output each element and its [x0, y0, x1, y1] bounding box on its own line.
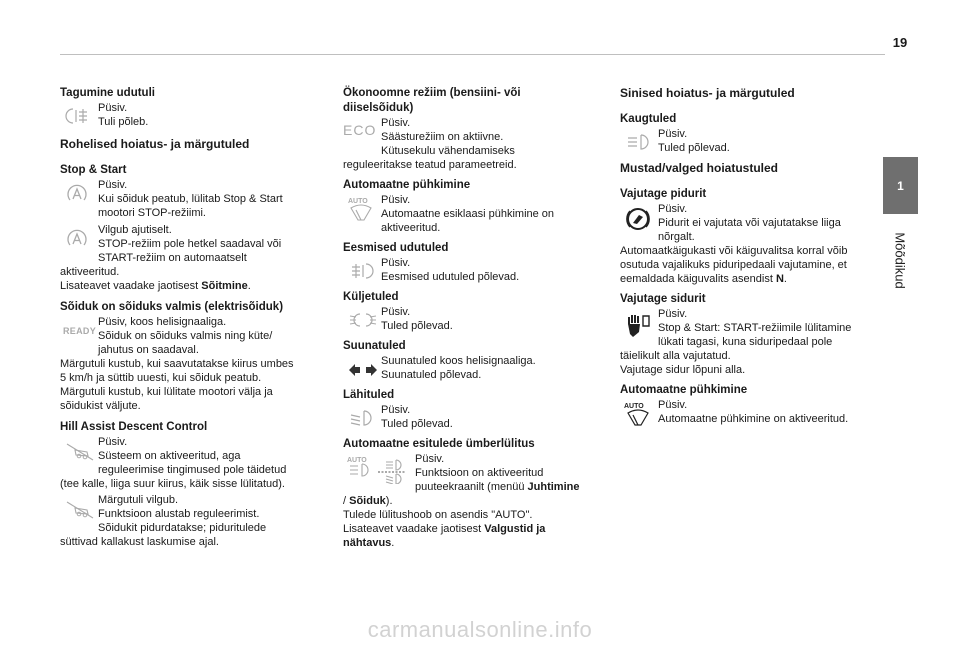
auto-high-beam-icon: AUTO	[343, 454, 415, 484]
press-brake-entry: Püsiv. Pidurit ei vajutata või vajutatakse liiga nõrgalt. Automaatkäigukasti või käiguvalitsa korral võib osutuda vajalikuks piduripedaali vajutamine, et eemaldada käiguvalits asendist N.	[620, 203, 848, 285]
page-number: 19	[892, 35, 908, 50]
eco-icon: ECO	[343, 122, 377, 138]
turn-signals-heading: Suunatuled	[343, 340, 406, 352]
watermark: carmanualsonline.info	[367, 617, 593, 642]
hill-assist-entry: Püsiv. Süsteem on aktiveeritud, aga reguleerimise tingimused pole täidetud (tee kalle, liiga suur kiirus, käik sisse lülitatud).	[60, 436, 287, 490]
auto-wiper-icon: AUTO	[343, 195, 381, 222]
turn-signals-entry: Suunatuled koos helisignaaliga. Suunatuled põlevad.	[343, 354, 583, 382]
blue-lights-heading: Sinised hoiatus- ja märgutuled	[620, 86, 795, 100]
auto-wipe-entry: AUTO Püsiv. Automaatne esiklaasi pühkimine on aktiveeritud.	[343, 193, 583, 235]
press-brake-heading: Vajutage pidurit	[620, 188, 707, 200]
auto-beam-heading: Automaatne esitulede ümberlülitus	[343, 438, 535, 450]
stop-start-heading: Stop & Start	[60, 164, 127, 176]
chapter-tab[interactable]: 1	[883, 157, 918, 214]
side-lights-entry: Püsiv. Tuled põlevad.	[343, 305, 583, 333]
link-driving[interactable]: Sõitmine	[201, 280, 248, 292]
bw-lights-heading: Mustad/valged hoiatustuled	[620, 161, 779, 175]
hill-assist-flashing-entry: Märgutuli vilgub. Funktsioon alustab reguleerimist. Sõidukit pidurdatakse; piduritulede süttivad kallakust laskumise ajal.	[60, 494, 267, 548]
eco-heading: Ökonoomne režiim (bensiini- või diiselsõiduk)	[343, 87, 521, 114]
chapter-label: Mõõdikud	[892, 231, 908, 289]
rear-fog-light-icon	[60, 103, 98, 130]
header-rule	[60, 54, 885, 55]
rear-fog-heading: Tagumine udutuli	[60, 87, 155, 99]
hill-descent-icon	[60, 437, 98, 464]
dipped-beam-icon	[343, 405, 381, 432]
front-fog-entry: Püsiv. Eesmised udutuled põlevad.	[343, 256, 583, 284]
ready-icon: READY	[63, 326, 97, 336]
main-beam-icon	[620, 129, 658, 156]
auto-wipe-heading-2: Automaatne pühkimine	[620, 384, 748, 396]
brake-pedal-icon	[620, 204, 658, 231]
stop-start-off-icon	[60, 225, 98, 252]
side-lights-icon	[343, 307, 381, 334]
main-beam-heading: Kaugtuled	[620, 113, 677, 125]
main-beam-entry: Püsiv. Tuled põlevad.	[620, 127, 860, 155]
auto-beam-entry: AUTO Püsiv. Funktsioon on aktiveeritud puuteekraanilt (menüü Juhtimine / Sõiduk). Tulede lülitushoob on asendis "AUTO". Lisateavet vaadake jaotisest Valgustid ja nähtavus.	[343, 453, 580, 549]
stop-start-flashing-entry: Vilgub ajutiselt. STOP-režiim pole hetkel saadaval või START-režiim on automaatselt aktiveeritud. Lisateavet vaadake jaotisest Sõitmine.	[60, 224, 282, 292]
hill-assist-heading: Hill Assist Descent Control	[60, 421, 208, 433]
turn-signal-arrows-icon	[343, 356, 381, 383]
auto-wipe-heading: Automaatne pühkimine	[343, 179, 471, 191]
ready-entry: READY Püsiv, koos helisignaaliga. Sõiduk on sõiduks valmis ning küte/ jahutus on saadaval. Märgutuli kustub, kui saavutatakse kiirus umbes 5 km/h ja süttib uuesti, kui sõiduk peatub. Märgutuli kustub, kui lülitate mootori välja ja sõidukist väljute.	[60, 316, 294, 412]
dipped-beam-heading: Lähituled	[343, 389, 395, 401]
rear-fog-entry: Püsiv. Tuli põleb.	[60, 101, 300, 129]
green-lights-heading: Rohelised hoiatus- ja märgutuled	[60, 137, 250, 151]
hill-descent-flashing-icon	[60, 495, 98, 522]
eco-entry: ECO Püsiv. Säästurežiim on aktiivne. Kütusekulu vähendamiseks reguleeritakse teatud parameetreid.	[343, 117, 517, 171]
column-3	[620, 86, 860, 427]
column-2	[343, 86, 583, 550]
link-vehicle-menu[interactable]: Sõiduk	[349, 495, 386, 507]
press-clutch-heading: Vajutage sidurit	[620, 293, 706, 305]
clutch-foot-icon	[620, 309, 658, 336]
press-clutch-entry: Püsiv. Stop & Start: START-režiimile lülitamine lükati tagasi, kuna siduripedaal pole täielikult alla vajutatud. Vajutage sidur lõpuni alla.	[620, 308, 852, 376]
auto-wiper-icon-black: AUTO	[620, 400, 658, 427]
front-fog-light-icon	[343, 258, 381, 285]
ready-heading: Sõiduk on sõiduks valmis (elektrisõiduk)	[60, 301, 284, 313]
stop-start-icon	[60, 180, 98, 207]
link-driving-menu[interactable]: Juhtimine	[527, 481, 580, 493]
stop-start-entry: Püsiv. Kui sõiduk peatub, lülitab Stop & Start mootori STOP-režiimi.	[60, 178, 300, 220]
column-1	[60, 86, 300, 549]
auto-wipe-entry-2: AUTO Püsiv. Automaatne pühkimine on aktiveeritud.	[620, 398, 860, 426]
front-fog-heading: Eesmised udutuled	[343, 242, 449, 254]
dipped-beam-entry: Püsiv. Tuled põlevad.	[343, 403, 583, 431]
link-lighting-visibility[interactable]: Valgustid ja nähtavus	[343, 523, 546, 549]
side-lights-heading: Küljetuled	[343, 291, 399, 303]
